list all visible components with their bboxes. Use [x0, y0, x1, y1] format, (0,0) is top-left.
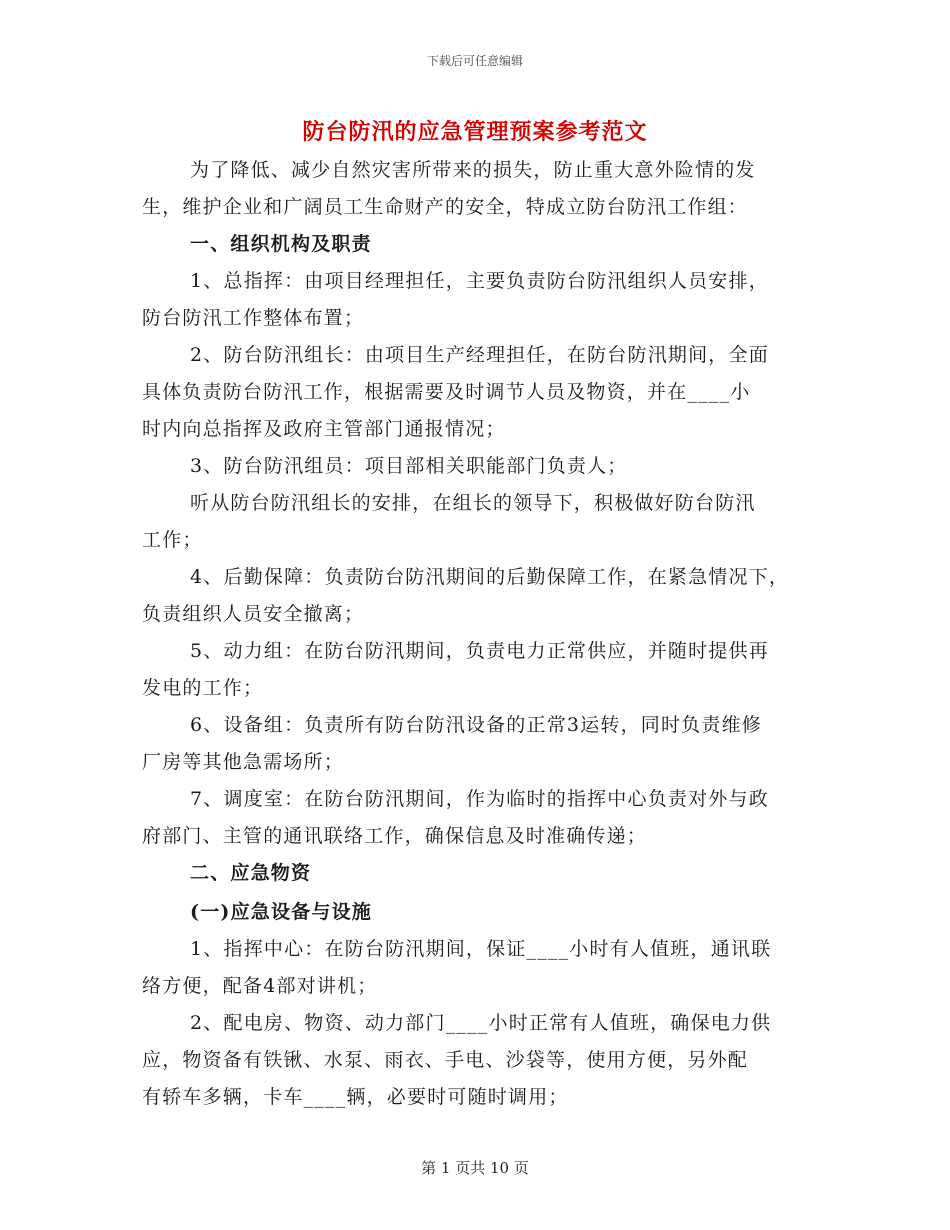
- paragraph-line: 为了降低、减少自然灾害所带来的损失，防止重大意外险情的发: [190, 159, 756, 181]
- paragraph-line: 2、配电房、物资、动力部门____小时正常有人值班，确保电力供: [190, 1012, 772, 1034]
- section-heading: 二、应急物资: [190, 862, 312, 884]
- paragraph-line: 防台防汛工作整体布置；: [142, 307, 365, 329]
- document-title: 防台防汛的应急管理预案参考范文: [302, 119, 648, 145]
- paragraph-line: 有轿车多辆，卡车____辆，必要时可随时调用；: [142, 1086, 569, 1108]
- paragraph-line: 发电的工作；: [142, 677, 264, 699]
- paragraph-line: 2、防台防汛组长：由项目生产经理担任，在防台防汛期间，全面: [190, 344, 769, 366]
- paragraph-line: 1、总指挥：由项目经理担任，主要负责防台防汛组织人员安排，: [190, 270, 769, 292]
- paragraph-line: 听从防台防汛组长的安排，在组长的领导下，积极做好防台防汛: [190, 492, 756, 514]
- paragraph-line: 应，物资备有铁锹、水泵、雨衣、手电、沙袋等，使用方便，另外配: [142, 1049, 749, 1071]
- paragraph-line: 负责组织人员安全撤离；: [142, 603, 365, 625]
- paragraph-line: 生，维护企业和广阔员工生命财产的安全，特成立防台防汛工作组：: [142, 196, 749, 218]
- paragraph-line: 4、后勤保障：负责防台防汛期间的后勤保障工作，在紧急情况下，: [190, 566, 790, 588]
- paragraph-line: 时内向总指挥及政府主管部门通报情况；: [142, 418, 506, 440]
- paragraph-line: 厂房等其他急需场所；: [142, 751, 345, 773]
- paragraph-line: 1、指挥中心：在防台防汛期间，保证____小时有人值班，通讯联: [190, 938, 772, 960]
- paragraph-line: 5、动力组：在防台防汛期间，负责电力正常供应，并随时提供再: [190, 640, 769, 662]
- subsection-heading: (一)应急设备与设施: [190, 901, 372, 923]
- page-footer: 第 1 页共 10 页: [421, 1159, 529, 1177]
- page-header-note: 下载后可任意编辑: [426, 54, 523, 68]
- paragraph-line: 府部门、主管的通讯联络工作，确保信息及时准确传递；: [142, 825, 648, 847]
- paragraph-line: 7、调度室：在防台防汛期间，作为临时的指挥中心负责对外与政: [190, 788, 769, 810]
- paragraph-line: 络方便，配备4部对讲机；: [142, 975, 378, 997]
- paragraph-line: 6、设备组：负责所有防台防汛设备的正常3运转，同时负责维修: [190, 714, 762, 736]
- paragraph-line: 3、防台防汛组员：项目部相关职能部门负责人；: [190, 455, 628, 477]
- section-heading: 一、组织机构及职责: [190, 233, 372, 255]
- paragraph-line: 工作；: [142, 529, 203, 551]
- paragraph-line: 具体负责防台防汛工作，根据需要及时调节人员及物资，并在____小: [142, 381, 751, 403]
